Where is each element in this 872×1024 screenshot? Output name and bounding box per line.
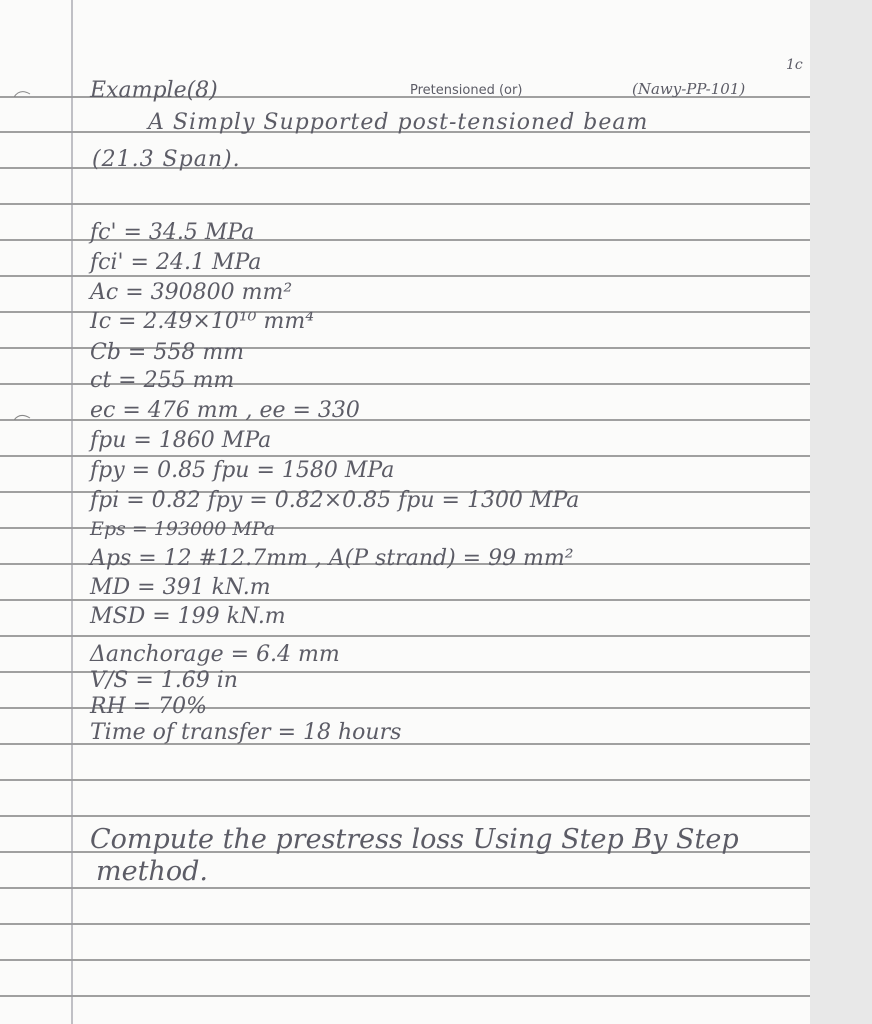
given-relative-humidity: RH = 70%	[90, 694, 208, 719]
given-ic: Ic = 2.49×10¹⁰ mm⁴	[90, 309, 315, 334]
page-number: 1c	[786, 57, 803, 73]
given-time-of-transfer: Time of transfer = 18 hours	[90, 720, 402, 745]
given-volume-surface: V/S = 1.69 in	[90, 668, 238, 693]
punch-hole-mark	[14, 92, 30, 97]
task-statement-line-2: method.	[96, 856, 208, 887]
given-fpy: fpy = 0.85 fpu = 1580 MPa	[90, 458, 395, 483]
problem-statement-line-1: A Simply Supported post-tensioned beam	[148, 110, 649, 135]
given-msd: MSD = 199 kN.m	[90, 604, 286, 629]
task-statement-line-1: Compute the prestress loss Using Step By Step	[90, 824, 739, 855]
punch-hole-mark	[14, 415, 30, 420]
given-fpu: fpu = 1860 MPa	[90, 428, 272, 453]
right-gray-strip	[810, 0, 872, 1024]
given-md: MD = 391 kN.m	[90, 575, 271, 600]
given-fci: fci' = 24.1 MPa	[90, 250, 262, 275]
given-ac: Ac = 390800 mm²	[90, 280, 293, 305]
reference-note: (Nawy-PP-101)	[632, 80, 746, 98]
problem-statement-line-2: (21.3 Span).	[92, 147, 241, 172]
pretensioned-note: Pretensioned (or)	[410, 83, 523, 98]
given-anchorage-slip: Δanchorage = 6.4 mm	[90, 642, 340, 667]
given-eps: Eps = 193000 MPa	[90, 518, 276, 540]
given-eccentricity: ec = 476 mm , ee = 330	[90, 398, 360, 423]
given-cb: Cb = 558 mm	[90, 340, 245, 365]
given-aps: Aps = 12 #12.7mm , A(P strand) = 99 mm²	[90, 546, 574, 571]
given-fc: fc' = 34.5 MPa	[90, 220, 255, 245]
given-ct: ct = 255 mm	[90, 368, 235, 393]
given-fpi: fpi = 0.82 fpy = 0.82×0.85 fpu = 1300 MPa	[90, 488, 580, 513]
example-title: Example(8)	[90, 78, 218, 103]
